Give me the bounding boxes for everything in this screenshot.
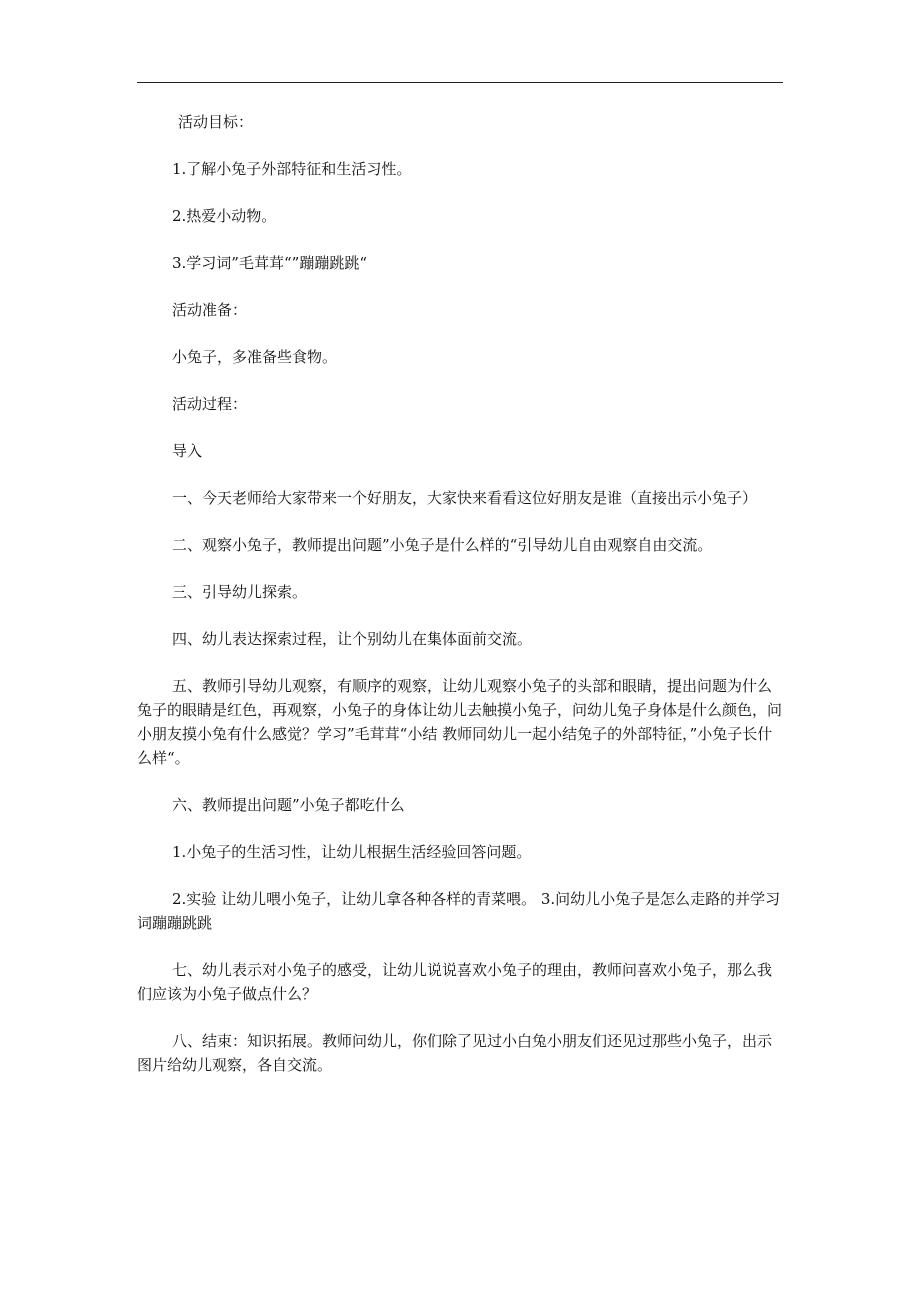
heading-activity-goals: 活动目标：	[178, 113, 254, 131]
heading-activity-preparation: 活动准备：	[172, 301, 248, 319]
habit-item-1: 1.小兔子的生活习性，让幼儿根据生活经验回答问题。	[172, 843, 532, 861]
goal-item-3: 3.学习词”毛茸茸“”蹦蹦跳跳“	[172, 254, 367, 272]
heading-activity-process: 活动过程：	[172, 395, 248, 413]
intro-label: 导入	[172, 442, 203, 460]
header-rule	[137, 82, 783, 83]
process-step-8: 八、结束：知识拓展。教师问幼儿，你们除了见过小白兔小朋友们还见过那些小兔子，出示图片给幼儿观察，各自交流。	[137, 1032, 773, 1074]
document-body	[137, 110, 783, 1100]
process-step-6: 六、教师提出问题”小兔子都吃什么	[172, 796, 405, 814]
process-step-3: 三、引导幼儿探索。	[172, 583, 308, 601]
goal-item-1: 1.了解小兔子外部特征和生活习性。	[172, 160, 412, 178]
process-step-7: 七、幼儿表示对小兔子的感受，让幼儿说说喜欢小兔子的理由，教师问喜欢小兔子，那么我们应该为小兔子做点什么？	[137, 961, 773, 1003]
process-step-2: 二、观察小兔子，教师提出问题”小兔子是什么样的“引导幼儿自由观察自由交流。	[172, 536, 713, 554]
process-step-5: 五、教师引导幼儿观察，有顺序的观察，让幼儿观察小兔子的头部和眼睛，提出问题为什么兔子的眼睛是红色，再观察，小兔子的身体让幼儿去触摸小兔子，问幼儿兔子身体是什么颜色，问小朋友摸小兔有什么感觉？学习”毛茸茸“小结 教师同幼儿一起小结兔子的外部特征，”小兔子长什么样“。	[137, 677, 783, 767]
process-step-1: 一、今天老师给大家带来一个好朋友，大家快来看看这位好朋友是谁（直接出示小兔子）	[172, 489, 758, 507]
habit-item-2: 2.实验 让幼儿喂小兔子，让幼儿拿各种各样的青菜喂。 3.问幼儿小兔子是怎么走路的并学习词蹦蹦跳跳	[137, 890, 781, 932]
goal-item-2: 2.热爱小动物。	[172, 207, 277, 225]
preparation-text: 小兔子，多准备些食物。	[172, 348, 338, 366]
process-step-4: 四、幼儿表达探索过程，让个别幼儿在集体面前交流。	[172, 630, 533, 648]
